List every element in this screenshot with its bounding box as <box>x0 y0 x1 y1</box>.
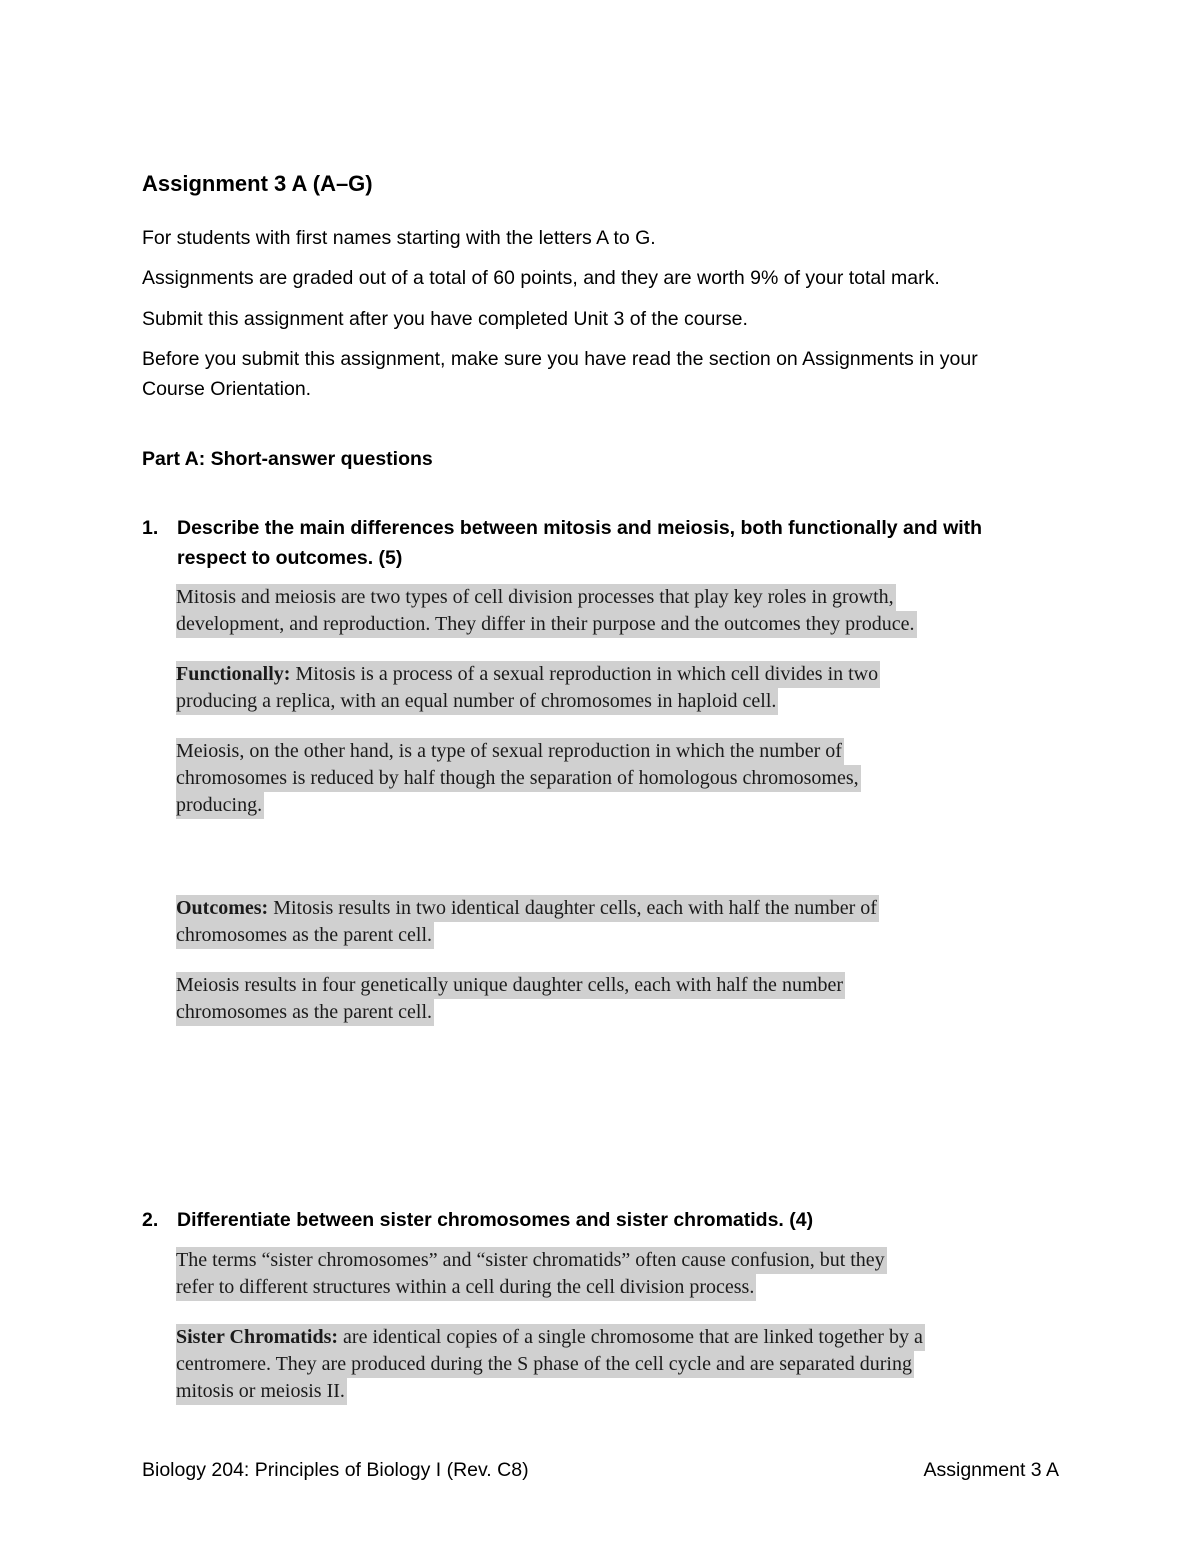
q1-answer-meiosis-outcome <box>176 972 845 1026</box>
outcomes-label: Outcomes: <box>176 897 269 919</box>
answer-line: The terms “sister chromosomes” and “sister chromatids” often cause confusion, but they <box>176 1247 887 1274</box>
sister-chromatids-label: Sister Chromatids: <box>176 1326 339 1348</box>
answer-text: are identical copies of a single chromosome that are linked together by a <box>338 1326 923 1348</box>
question-1-text-line1: Describe the main differences between mitosis and meiosis, both functionally and with <box>177 517 983 539</box>
answer-line: centromere. They are produced during the S phase of the cell cycle and are separated during <box>176 1351 914 1378</box>
answer-text: Mitosis results in two identical daughter cells, each with half the number of <box>268 897 877 919</box>
intro-line-read-before: Before you submit this assignment, make sure you have read the section on Assignments in your <box>142 348 978 370</box>
answer-line: chromosomes is reduced by half though the separation of homologous chromosomes, <box>176 765 861 792</box>
answer-line: Mitosis and meiosis are two types of cell division processes that play key roles in growth, <box>176 584 896 611</box>
footer-assignment-label: Assignment 3 A <box>923 1459 1059 1481</box>
answer-line: refer to different structures within a cell during the cell division process. <box>176 1274 756 1301</box>
q1-answer-outcomes <box>176 895 879 949</box>
q1-answer-intro <box>176 584 917 638</box>
question-2-number: 2. <box>142 1209 159 1231</box>
question-1-number: 1. <box>142 517 159 539</box>
answer-line: Meiosis results in four genetically unique daughter cells, each with half the number <box>176 972 845 999</box>
q2-answer-sister-chromatids <box>176 1324 925 1405</box>
q1-answer-meiosis <box>176 738 861 819</box>
intro-line-audience: For students with first names starting with the letters A to G. <box>142 227 656 249</box>
part-a-title: Part A: Short-answer questions <box>142 448 433 470</box>
intro-line-grading: Assignments are graded out of a total of 60 points, and they are worth 9% of your total mark. <box>142 267 940 289</box>
intro-line-orientation: Course Orientation. <box>142 378 312 400</box>
q1-answer-functionally <box>176 661 880 715</box>
answer-line: mitosis or meiosis II. <box>176 1378 347 1405</box>
question-1-text-line2: respect to outcomes. (5) <box>177 547 403 569</box>
answer-line: development, and reproduction. They differ in their purpose and the outcomes they produce. <box>176 611 917 638</box>
functionally-label: Functionally: <box>176 663 291 685</box>
answer-line <box>176 1324 925 1351</box>
intro-line-submit: Submit this assignment after you have completed Unit 3 of the course. <box>142 308 748 330</box>
answer-line <box>176 895 879 922</box>
assignment-title: Assignment 3 A (A–G) <box>142 171 373 196</box>
answer-line <box>176 661 880 688</box>
footer-course-name: Biology 204: Principles of Biology I (Rev. C8) <box>142 1459 529 1481</box>
q2-answer-intro <box>176 1247 887 1301</box>
answer-line: Meiosis, on the other hand, is a type of sexual reproduction in which the number of <box>176 738 844 765</box>
answer-line: chromosomes as the parent cell. <box>176 999 434 1026</box>
answer-text: Mitosis is a process of a sexual reproduction in which cell divides in two <box>290 663 879 685</box>
answer-line: producing. <box>176 792 264 819</box>
answer-line: chromosomes as the parent cell. <box>176 922 434 949</box>
question-2-text: Differentiate between sister chromosomes and sister chromatids. (4) <box>177 1209 814 1231</box>
answer-line: producing a replica, with an equal number of chromosomes in haploid cell. <box>176 688 778 715</box>
